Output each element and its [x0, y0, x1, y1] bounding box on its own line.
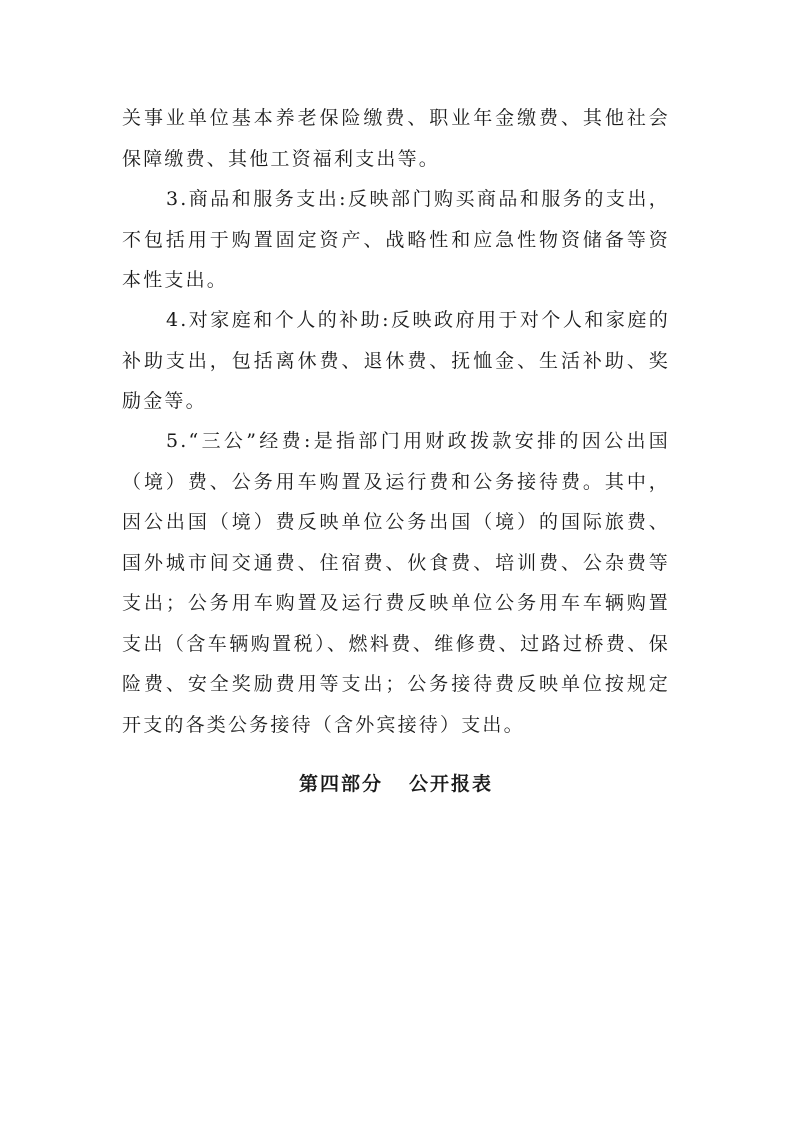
section-heading — [0, 769, 792, 796]
section-heading-part: 第四部分 — [298, 773, 383, 795]
paragraph-continuation: 关事业单位基本养老保险缴费、职业年金缴费、其他社会保障缴费、其他工资福利支出等。 — [122, 107, 670, 170]
paragraph-household-subsidy: 4.对家庭和个人的补助:反映政府用于对个人和家庭的补助支出，包括离休费、退休费、抚恤金、生活补助、奖励金等。 — [122, 309, 670, 412]
paragraph-three-public-expenses: 5.“三公”经费:是指部门用财政拨款安排的因公出国（境）费、公务用车购置及运行费和公务接待费。其中，因公出国（境）费反映单位公务出国（境）的国际旅费、国外城市间交通费、住宿费、伙食费、培训费、公杂费等支出；公务用车购置及运行费反映单位公务用车车辆购置支出（含车辆购置税）、燃料费、维修费、过路过桥费、保险费、安全奖励费用等支出；公务接待费反映单位按规定开支的各类公务接待（含外宾接待）支出。 — [122, 430, 670, 736]
section-heading-title: 公开报表 — [409, 773, 494, 795]
paragraph-goods-services: 3.商品和服务支出:反映部门购买商品和服务的支出，不包括用于购置固定资产、战略性和应急性物资储备等资本性支出。 — [122, 188, 670, 291]
